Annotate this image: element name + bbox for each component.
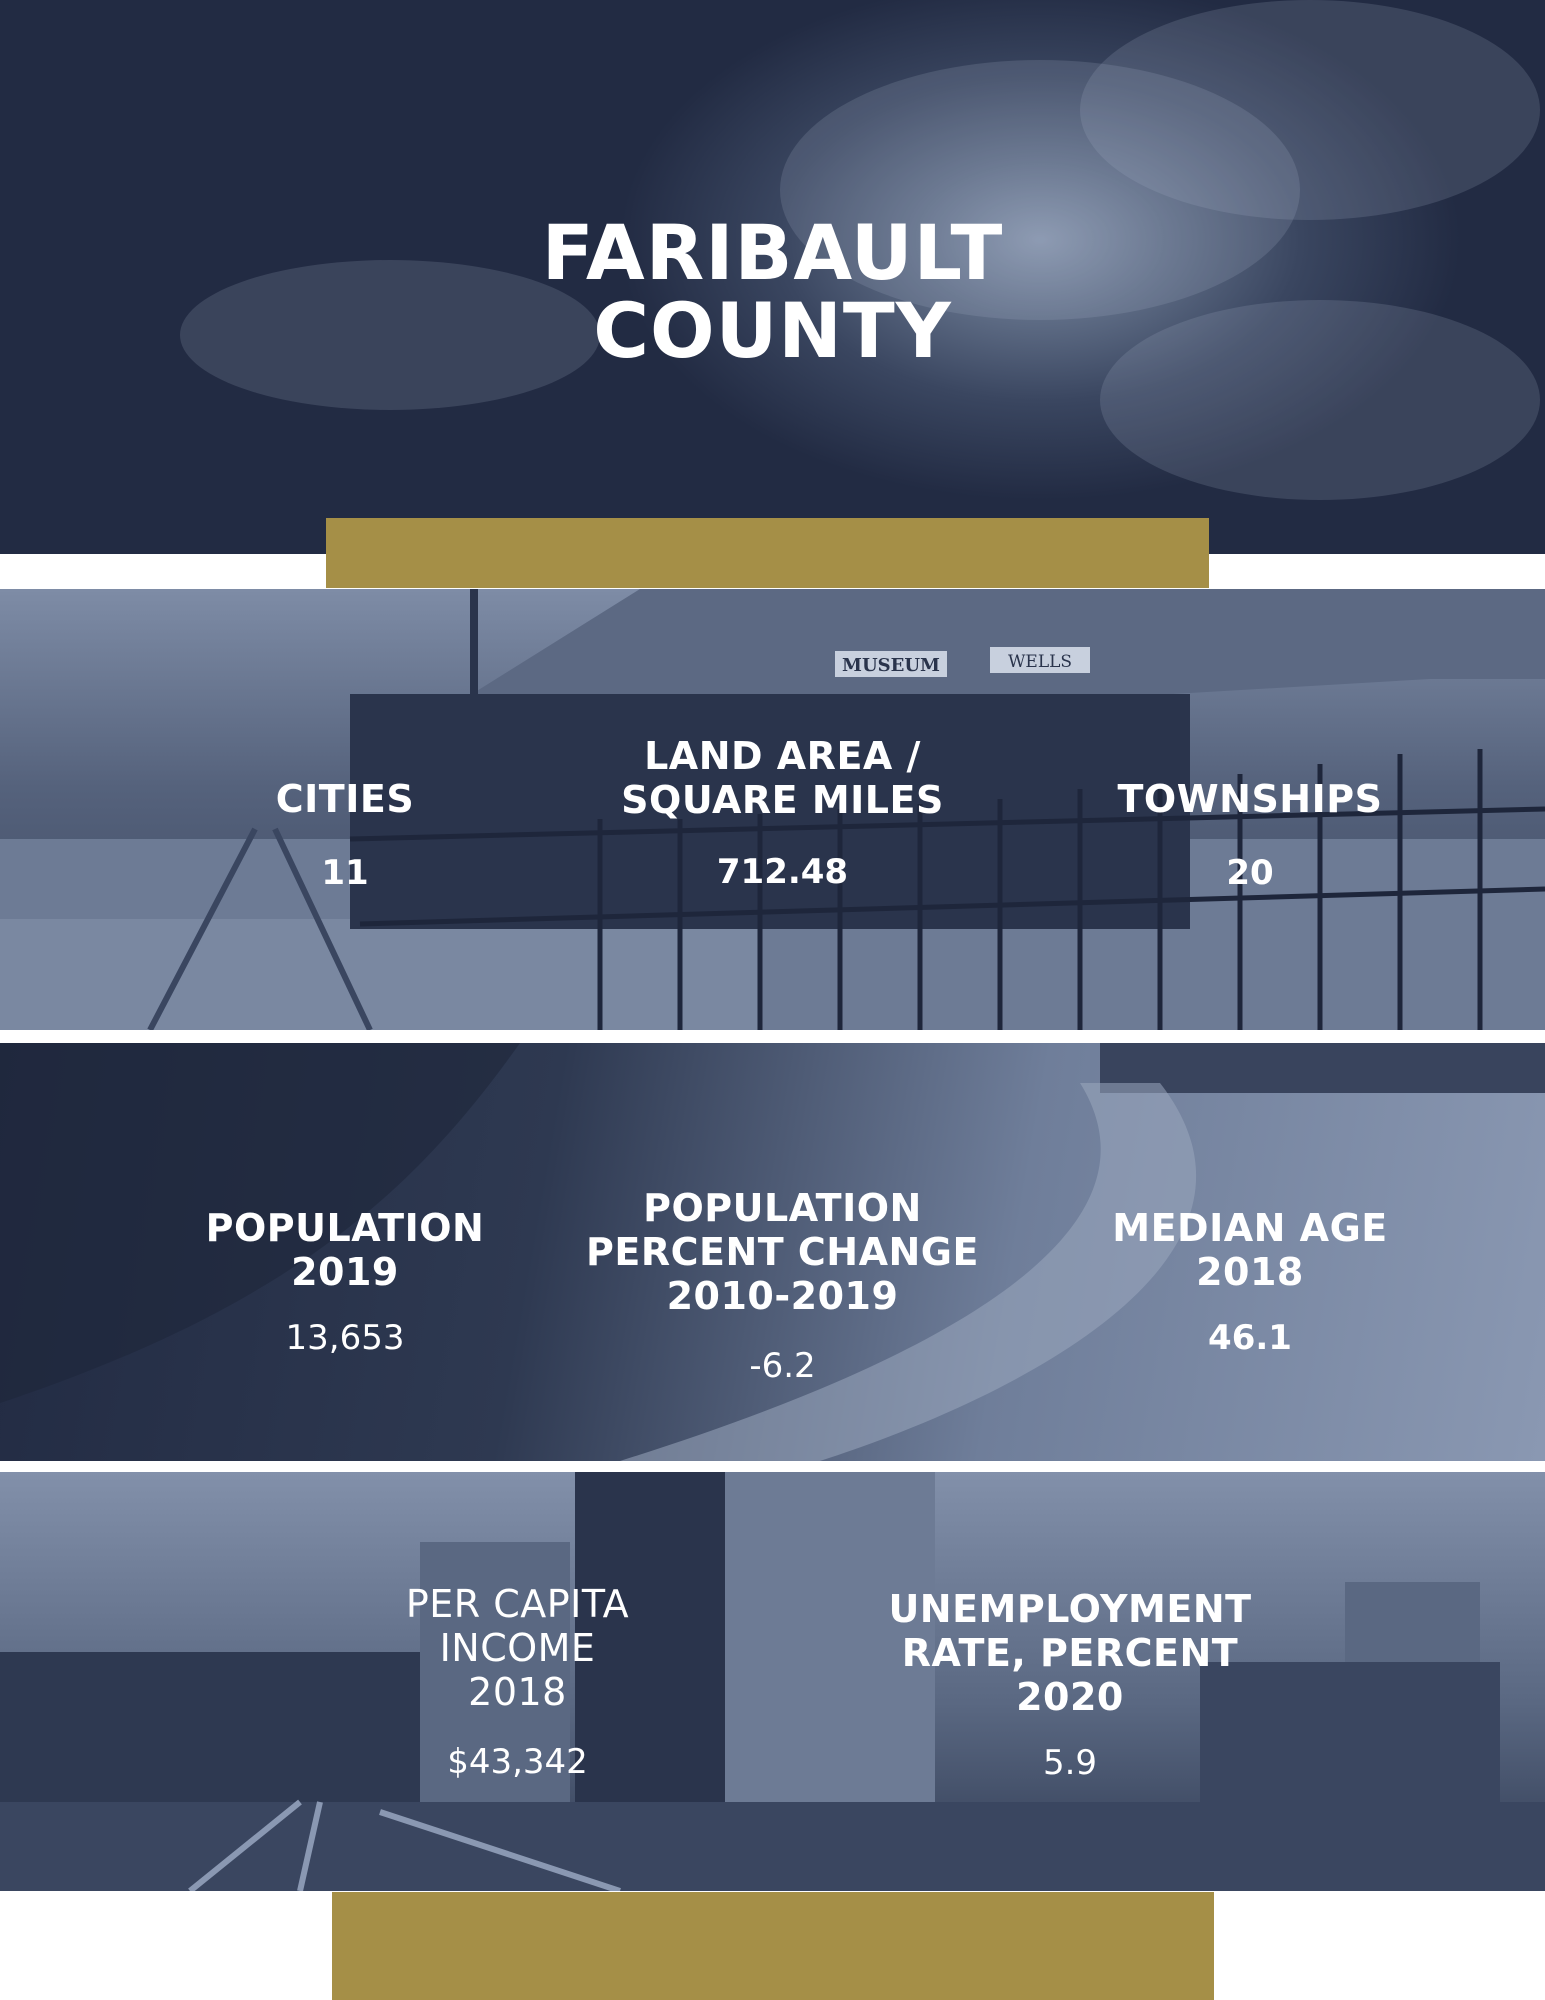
museum-sign: MUSEUM (842, 655, 940, 676)
stat-income-label-1: PER CAPITA (405, 1582, 630, 1626)
stat-land-area-label-2: SQUARE MILES (621, 778, 944, 822)
tree-line (1100, 1043, 1545, 1093)
stat-income-label-3: 2018 (468, 1670, 567, 1714)
stat-median-age (1090, 1206, 1410, 1358)
stat-land-area-value: 712.48 (716, 852, 849, 892)
stat-population (190, 1206, 500, 1358)
stat-unemployment-label-3: 2020 (1016, 1675, 1124, 1719)
stat-cities (220, 777, 470, 893)
stats-band-geography (0, 589, 1545, 1030)
title-line-2: COUNTY (593, 286, 952, 375)
stat-unemployment (860, 1587, 1280, 1783)
gold-accent-bar-top (326, 518, 1209, 588)
gold-accent-bar-bottom (332, 1892, 1214, 2000)
stat-median-age-label-2: 2018 (1196, 1250, 1304, 1294)
page-title (0, 208, 1545, 375)
stats-band-population (0, 1043, 1545, 1461)
wells-sign: WELLS (1007, 652, 1073, 672)
cloud-shape (1080, 0, 1540, 220)
ground (0, 1802, 1545, 1891)
gravel-shadow (0, 919, 760, 1030)
stat-townships-label: TOWNSHIPS (1117, 777, 1383, 821)
stat-median-age-label-1: MEDIAN AGE (1112, 1206, 1388, 1250)
stat-unemployment-label-1: UNEMPLOYMENT (888, 1587, 1252, 1631)
stat-land-area-label-1: LAND AREA / (644, 734, 921, 778)
stat-population-value: 13,653 (285, 1318, 405, 1358)
stat-income-value: $43,342 (447, 1742, 588, 1782)
stat-cities-value: 11 (321, 853, 369, 893)
stats-band-economy (0, 1472, 1545, 1891)
stat-unemployment-value: 5.9 (1042, 1743, 1098, 1783)
stat-cities-label: CITIES (275, 777, 415, 821)
stat-pop-change (570, 1186, 995, 1386)
grain-elevator-scene (0, 1472, 1545, 1891)
stat-unemployment-label-2: RATE, PERCENT (901, 1631, 1239, 1675)
stat-pop-change-value: -6.2 (749, 1346, 816, 1386)
title-line-1: FARIBAULT (541, 208, 1004, 297)
stat-population-label-2: 2019 (291, 1250, 399, 1294)
stat-townships-value: 20 (1226, 853, 1274, 893)
header-banner (0, 0, 1545, 554)
utility-pole (470, 589, 478, 789)
stat-per-capita-income (350, 1582, 685, 1782)
stat-median-age-value: 46.1 (1208, 1318, 1292, 1358)
stat-income-label-2: INCOME (439, 1626, 596, 1670)
stat-pop-change-label-1: POPULATION (643, 1186, 922, 1230)
stat-pop-change-label-3: 2010-2019 (666, 1274, 899, 1318)
stat-population-label-1: POPULATION (205, 1206, 485, 1250)
stat-pop-change-label-2: PERCENT CHANGE (586, 1230, 979, 1274)
stat-townships (1090, 777, 1410, 893)
stat-land-area (570, 734, 995, 892)
